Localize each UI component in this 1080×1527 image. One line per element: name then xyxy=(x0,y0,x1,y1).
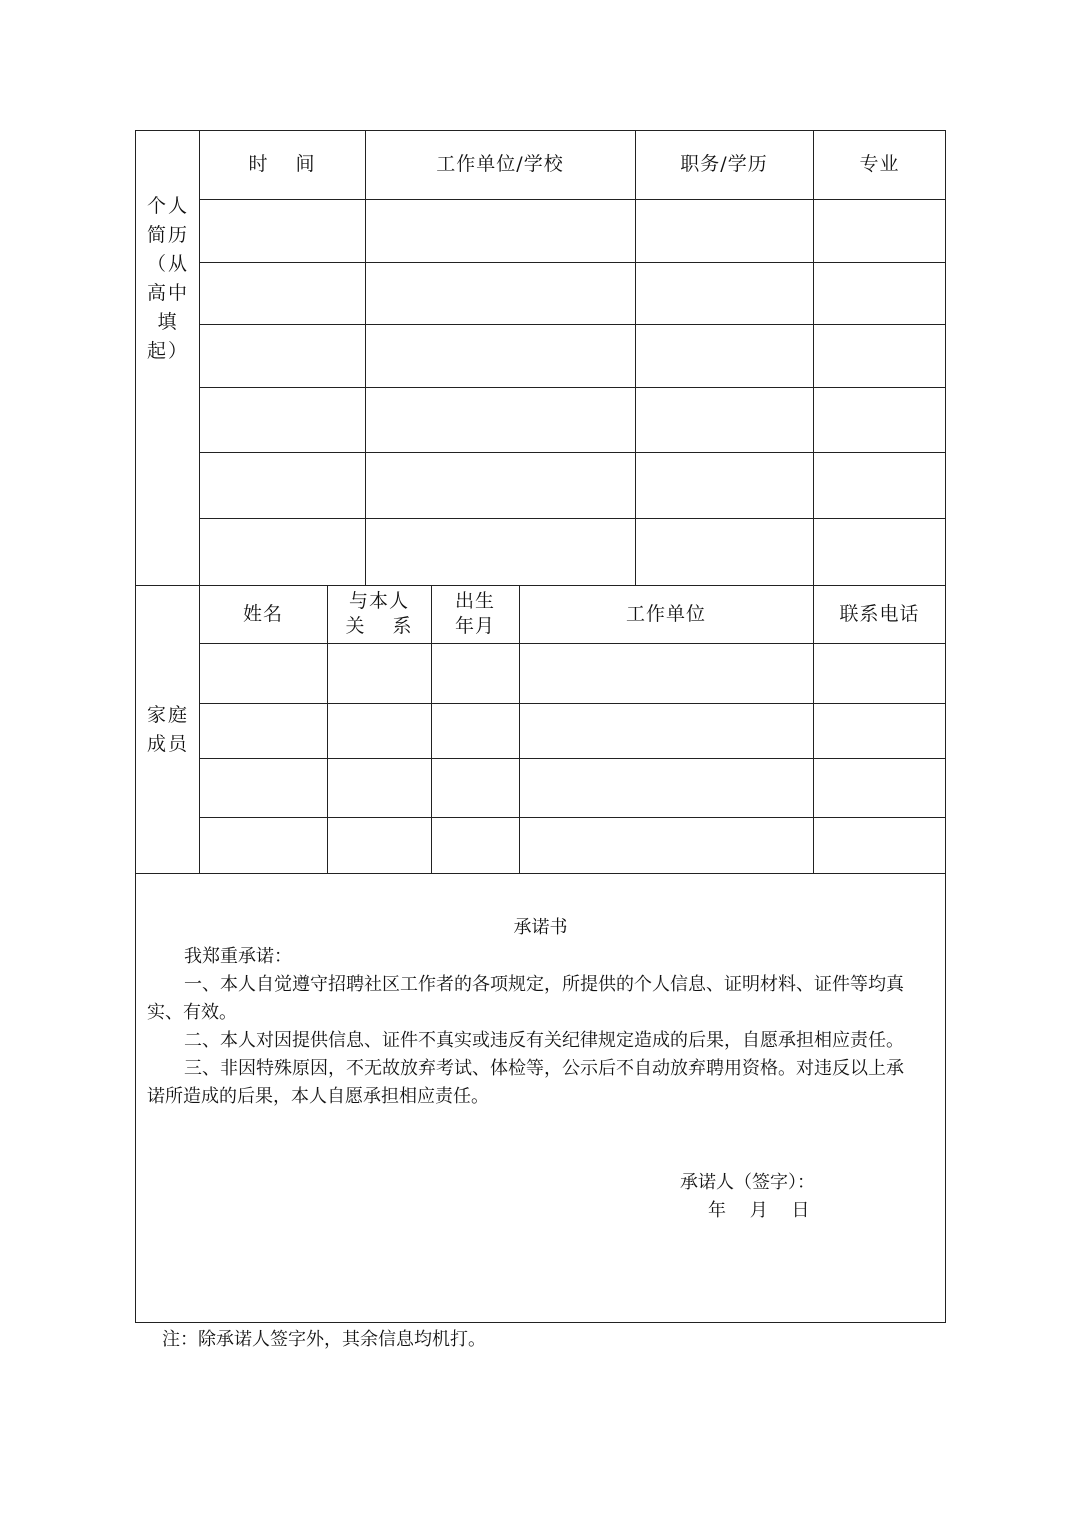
family-row[interactable] xyxy=(200,644,945,703)
resume-label-line: 高中 xyxy=(146,282,189,304)
signature-field[interactable] xyxy=(818,1167,928,1197)
resume-label-line: 个人 xyxy=(146,195,189,217)
header-relation-line: 与本人 xyxy=(348,590,409,612)
resume-label-line: 起） xyxy=(146,340,189,362)
family-row[interactable] xyxy=(200,818,945,873)
header-work-unit: 工作单位 xyxy=(625,602,706,625)
family-label-line: 成员 xyxy=(146,733,189,755)
resume-row[interactable] xyxy=(200,388,945,452)
resume-row[interactable] xyxy=(200,453,945,518)
pledge-item-2: 二、本人对因提供信息、证件不真实或违反有关纪律规定造成的后果，自愿承担相应责任。 xyxy=(184,1030,904,1051)
resume-label-line: 填 xyxy=(157,311,179,333)
pledge-item-1-cont: 实、有效。 xyxy=(147,1002,237,1023)
resume-label-line: （从 xyxy=(146,253,189,275)
family-row[interactable] xyxy=(200,759,945,817)
header-birth xyxy=(431,585,519,643)
pledge-date: 年 月 日 xyxy=(708,1200,810,1221)
family-label-line: 家庭 xyxy=(146,704,189,726)
pledge-item-3-cont: 诺所造成的后果，本人自愿承担相应责任。 xyxy=(147,1086,489,1107)
pledge-item-1: 一、本人自觉遵守招聘社区工作者的各项规定，所提供的个人信息、证明材料、证件等均真 xyxy=(184,974,904,995)
header-phone: 联系电话 xyxy=(839,602,920,625)
family-section-label xyxy=(142,701,194,759)
header-birth-line: 出生 xyxy=(454,590,495,612)
header-birth-line: 年月 xyxy=(454,615,495,637)
header-time: 时 间 xyxy=(248,153,316,175)
pledge-title: 承诺书 xyxy=(513,917,568,938)
section-divider xyxy=(135,873,946,874)
resume-section-label xyxy=(142,192,194,366)
resume-row[interactable] xyxy=(200,519,945,585)
signer-label: 承诺人（签字）： xyxy=(680,1172,815,1193)
pledge-intro: 我郑重承诺： xyxy=(184,946,292,967)
header-major: 专业 xyxy=(859,153,900,175)
resume-label-line: 简历 xyxy=(146,224,189,246)
header-position-education: 职务/学历 xyxy=(680,153,768,175)
footnote: 注：除承诺人签字外，其余信息均机打。 xyxy=(162,1329,486,1350)
header-name: 姓名 xyxy=(242,602,283,625)
header-work-unit-school: 工作单位/学校 xyxy=(436,153,564,175)
pledge-item-3: 三、非因特殊原因，不无故放弃考试、体检等，公示后不自动放弃聘用资格。对违反以上承 xyxy=(184,1058,904,1079)
header-relation xyxy=(327,585,431,643)
header-relation-line: 关 系 xyxy=(345,615,413,637)
family-row[interactable] xyxy=(200,704,945,758)
resume-row[interactable] xyxy=(200,325,945,387)
resume-row[interactable] xyxy=(200,263,945,324)
resume-row[interactable] xyxy=(200,200,945,262)
